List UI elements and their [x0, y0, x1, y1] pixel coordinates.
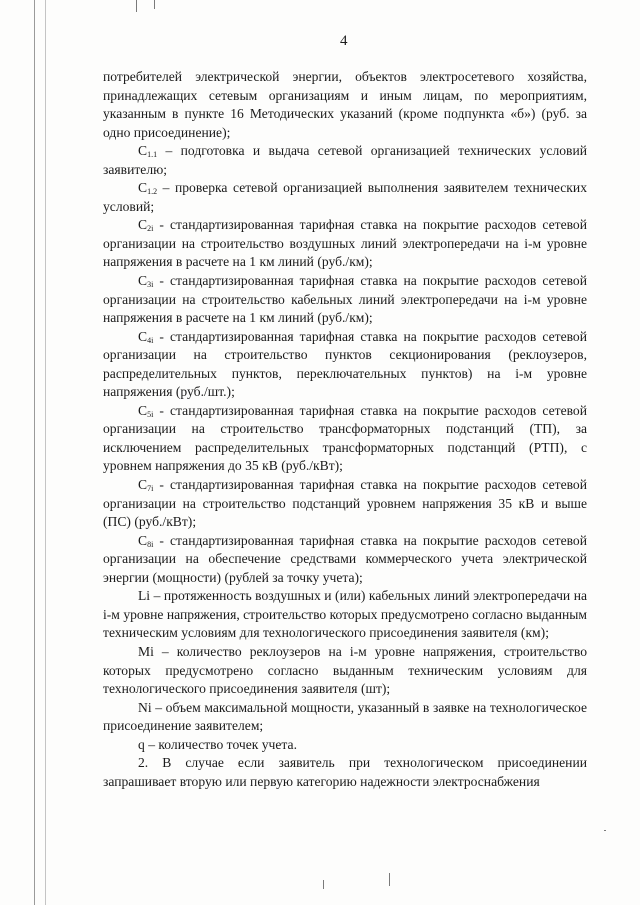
definition-subscript: 4i: [147, 335, 154, 345]
definition-text: - стандартизированная тарифная ставка на покрытие расходов сетевой организации на строительство кабельных линий электропередачи на i-м уровне напряжения в расчете на 1 км линий (руб./км);: [103, 273, 587, 326]
scan-margin-line: [45, 0, 46, 905]
definition-paragraph: [103, 328, 587, 402]
definition-symbol: Li: [138, 588, 151, 604]
definition-text: – количество реклоузеров на i-м уровне напряжения, строительство которых предусмотрено согласно выданным техническим условиям для технологического присоединения заявителя (шт);: [103, 643, 587, 697]
document-body: [103, 68, 587, 791]
definitions-list: [103, 142, 587, 754]
intro-paragraph: потребителей электрической энергии, объектов электросетевого хозяйства, принадлежащих сетевым организациям и иным лицам, по мероприятиям, указанным в пункте 16 Методических указаний (кроме подпункта «б») (руб. за одно присоединение);: [103, 69, 587, 140]
definition-text: - стандартизированная тарифная ставка на покрытие расходов сетевой организации на обеспечение средствами коммерческого учета электрической энергии (мощности) (рублей за точку учета);: [103, 532, 587, 585]
definition-subscript: 1.1: [147, 150, 158, 160]
definition-paragraph: [103, 699, 587, 736]
definition-text: - стандартизированная тарифная ставка на покрытие расходов сетевой организации на строительство воздушных линий электропередачи на i-м уровне напряжения в расчете на 1 км линий (руб./км);: [103, 217, 587, 270]
definition-symbol: C: [138, 402, 148, 418]
definition-symbol: C: [138, 143, 148, 159]
definition-paragraph: [103, 476, 587, 532]
definition-text: – проверка сетевой организацией выполнения заявителем технических условий;: [103, 180, 587, 214]
definition-paragraph: [103, 532, 587, 588]
definition-text: - стандартизированная тарифная ставка на покрытие расходов сетевой организации на строительство подстанций уровнем напряжения 35 кВ и выше (ПС) (руб./кВт);: [103, 477, 587, 530]
scan-margin-line: [34, 0, 35, 905]
page-number: 4: [340, 33, 348, 49]
definition-paragraph: [103, 736, 587, 755]
definition-symbol: C: [138, 477, 148, 493]
scan-speck: [323, 880, 324, 889]
definition-symbol: Mi: [138, 643, 154, 659]
scan-speck: [136, 0, 137, 12]
definition-symbol: q: [138, 736, 145, 752]
definition-paragraph: [103, 216, 587, 272]
definition-paragraph: [103, 272, 587, 328]
definition-subscript: 3i: [147, 280, 154, 290]
definition-subscript: 8i: [147, 539, 154, 549]
definition-text: – количество точек учета.: [144, 736, 297, 752]
definition-subscript: 7i: [147, 484, 154, 494]
definition-symbol: C: [138, 532, 148, 548]
definition-symbol: C: [138, 273, 148, 289]
definition-symbol: C: [138, 328, 148, 344]
definition-text: – объем максимальной мощности, указанный в заявке на технологическое присоединение заявителем;: [103, 699, 587, 734]
definition-symbol: Ni: [138, 699, 152, 715]
scan-speck: [389, 873, 390, 886]
definition-subscript: 2i: [147, 224, 154, 234]
definition-subscript: 1.2: [147, 187, 158, 197]
definition-text: – подготовка и выдача сетевой организацией технических условий заявителю;: [103, 143, 587, 177]
definition-text: - стандартизированная тарифная ставка на покрытие расходов сетевой организации на строительство трансформаторных подстанций (ТП), за исключением распределительных трансформаторных подстанций (РТП), с уровнем напряжения до 35 кВ (руб./кВт);: [103, 402, 587, 474]
definition-paragraph: [103, 587, 587, 643]
definition-text: - стандартизированная тарифная ставка на покрытие расходов сетевой организации на строительство пунктов секционирования (реклоузеров, распределительных пунктов, переключательных пунктов) на i-м уровне напряжения (руб./шт.);: [103, 328, 587, 400]
definition-paragraph: [103, 142, 587, 179]
scan-speck: [604, 830, 606, 831]
definition-text: – протяженность воздушных и (или) кабельных линий электропередачи на i-м уровне напряжения, строительство которых предусмотрено согласно выданным техническим условиям для технологического присоединения заявителя (км);: [103, 588, 587, 641]
definition-paragraph: [103, 179, 587, 216]
definition-symbol: C: [138, 180, 148, 196]
scan-speck: [154, 0, 155, 9]
definition-paragraph: [103, 402, 587, 476]
closing-paragraph: 2. В случае если заявитель при технологическом присоединении запрашивает вторую или первую категорию надежности электроснабжения: [103, 755, 587, 789]
definition-paragraph: [103, 643, 587, 699]
definition-symbol: C: [138, 217, 148, 233]
definition-subscript: 5i: [147, 409, 154, 419]
